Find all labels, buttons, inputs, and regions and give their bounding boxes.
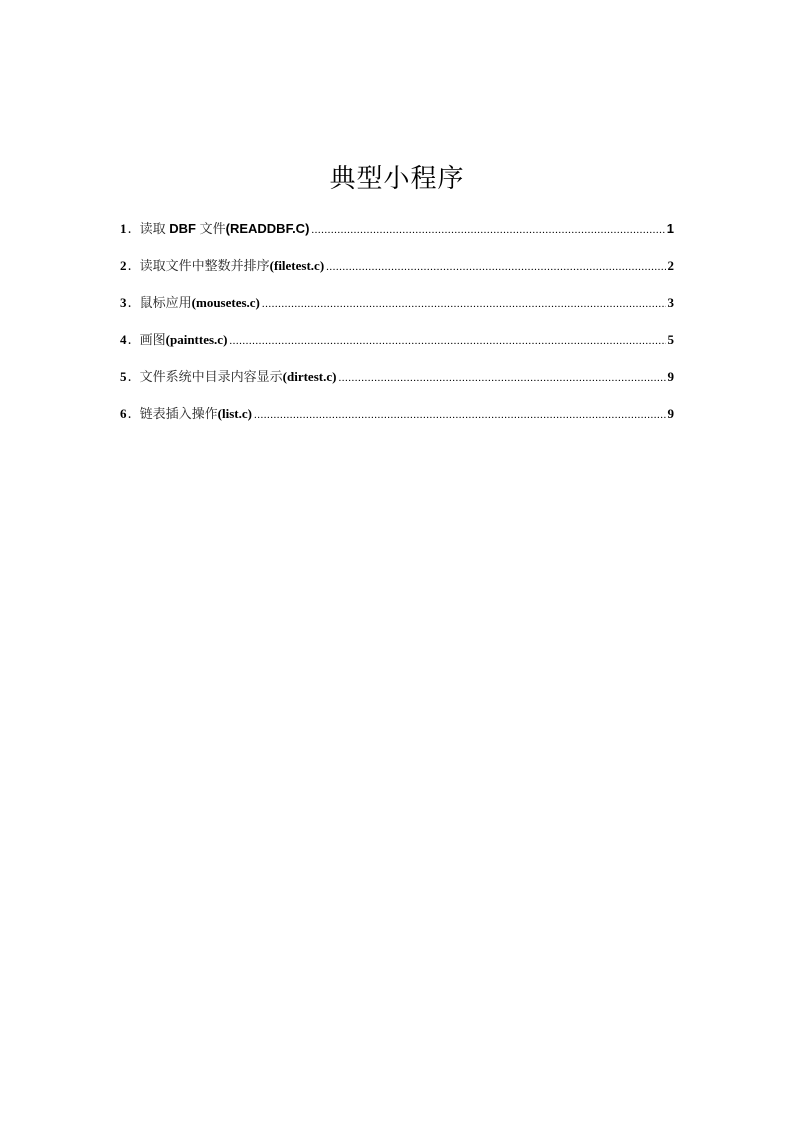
toc-item-leader (326, 256, 665, 278)
toc-item-number: 1 (120, 221, 127, 236)
toc-item-separator: . (127, 370, 132, 385)
toc-item-separator: . (127, 259, 132, 274)
toc-item-page-number: 9 (667, 369, 674, 384)
toc-item-6[interactable] (120, 403, 674, 425)
toc-item-filename: (filetest.c) (269, 258, 325, 273)
toc-item-separator: . (127, 222, 132, 237)
toc-item-number: 3 (120, 295, 127, 310)
toc-item-4[interactable] (120, 329, 674, 351)
toc-item-title-extra: DBF (165, 221, 200, 236)
page-title: 典型小程序 (329, 164, 465, 195)
toc-item-leader (254, 404, 666, 426)
toc-item-title: 读取 (139, 222, 166, 237)
toc-item-filename: (READDBF.C) (225, 221, 310, 236)
toc-item-number: 6 (120, 406, 127, 421)
toc-item-page-number: 1 (666, 221, 674, 236)
toc-item-filename: (mousetes.c) (191, 295, 260, 310)
toc-item-leader (338, 367, 665, 389)
toc-item-leader (311, 219, 664, 241)
toc-item-separator: . (127, 333, 132, 348)
toc-item-number: 5 (120, 369, 127, 384)
toc-item-3[interactable] (120, 292, 674, 314)
toc-item-separator: . (127, 407, 132, 422)
toc-item-page-number: 3 (667, 295, 674, 310)
toc-item-title-continued: 文件 (199, 222, 226, 237)
toc-item-number: 2 (120, 258, 127, 273)
toc-item-1[interactable] (120, 218, 674, 240)
toc-item-title: 文件系统中目录内容显示 (139, 370, 283, 385)
toc-item-2[interactable] (120, 255, 674, 277)
toc-item-page-number: 9 (667, 406, 674, 421)
toc-item-filename: (list.c) (217, 406, 252, 421)
toc-item-leader (229, 330, 665, 352)
toc-item-filename: (dirtest.c) (282, 369, 337, 384)
toc-item-title: 读取文件中整数并排序 (139, 259, 270, 274)
toc-item-title: 链表插入操作 (139, 407, 218, 422)
toc-item-separator: . (127, 296, 132, 311)
toc-item-page-number: 5 (667, 332, 674, 347)
table-of-contents (120, 218, 674, 440)
toc-item-filename: (painttes.c) (165, 332, 228, 347)
toc-item-title: 鼠标应用 (139, 296, 192, 311)
toc-item-page-number: 2 (667, 258, 674, 273)
toc-item-title: 画图 (139, 333, 166, 348)
toc-item-5[interactable] (120, 366, 674, 388)
toc-item-number: 4 (120, 332, 127, 347)
toc-item-leader (262, 293, 666, 315)
